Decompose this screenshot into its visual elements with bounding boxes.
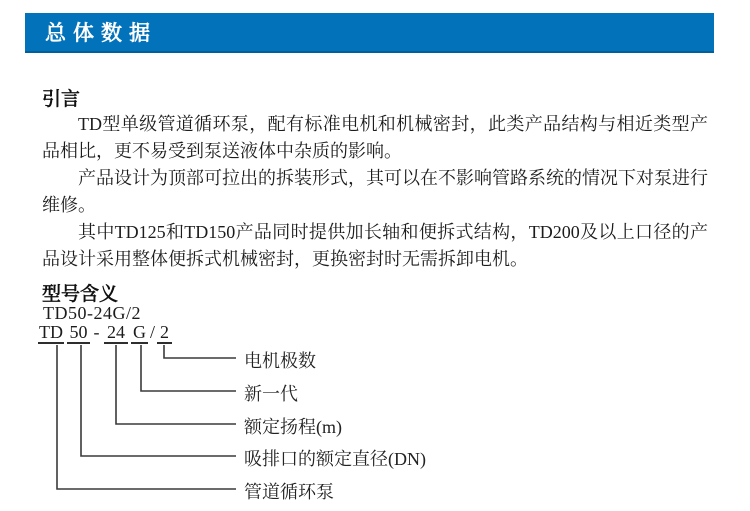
model-meaning-heading: 型号含义 [42, 284, 119, 305]
label-pipeline-pump: 管道循环泵 [244, 482, 334, 502]
intro-paragraph-3: 其中TD125和TD150产品同时提供加长轴和便拆式结构，TD200及以上口径的产品设计采用整体便拆式机械密封，更换密封时无需拆卸电机。 [42, 222, 708, 269]
intro-paragraph-1: TD型单级管道循环泵，配有标准电机和机械密封，此类产品结构与相近类型产品相比，更不易受到泵送液体中杂质的影响。 [42, 114, 708, 161]
model-separator-slash: / [149, 322, 155, 342]
model-part-diameter: 50 [67, 322, 90, 344]
label-motor-poles: 电机极数 [244, 351, 316, 371]
model-part-head: 24 [104, 322, 128, 344]
intro-paragraphs [42, 111, 708, 273]
model-part-generation: G [133, 322, 146, 342]
label-rated-head: 额定扬程(m) [244, 417, 342, 437]
intro-paragraph-2: 产品设计为顶部可拉出的拆装形式，其可以在不影响管路系统的情况下对泵进行维修。 [42, 168, 708, 215]
section-header-bar [25, 13, 714, 53]
intro-heading: 引言 [42, 89, 81, 110]
model-example-code: TD50-24G/2 [43, 303, 141, 323]
label-new-generation: 新一代 [244, 384, 298, 404]
model-breakdown-row [38, 322, 172, 344]
model-part-series: TD [39, 322, 63, 342]
section-title: 总体数据 [45, 22, 157, 45]
model-separator-dash: - [93, 322, 100, 342]
label-rated-diameter: 吸排口的额定直径(DN) [244, 449, 426, 469]
model-part-poles: 2 [157, 322, 172, 344]
